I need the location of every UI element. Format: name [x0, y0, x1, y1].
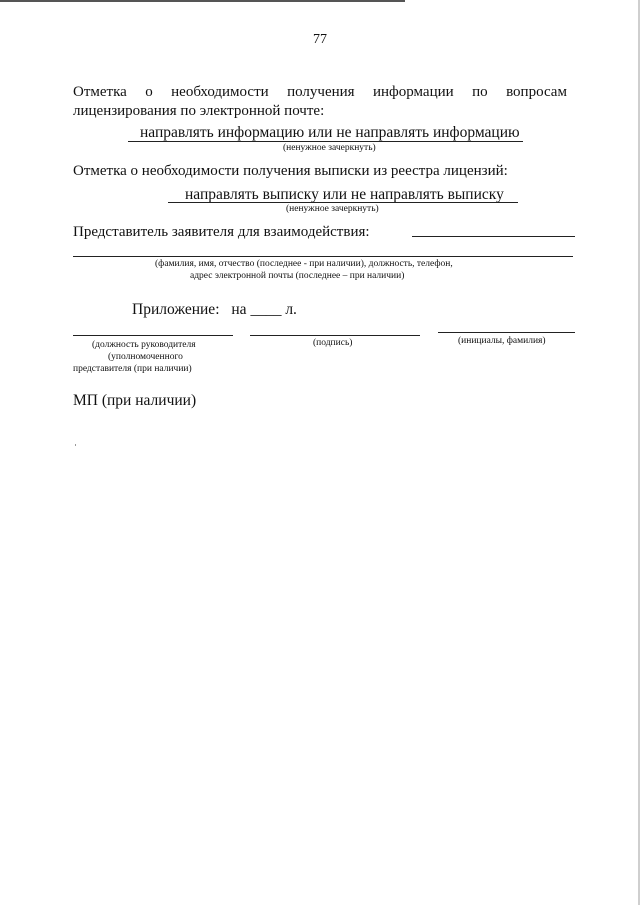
attachment-line: [132, 301, 297, 319]
top-edge-line: [0, 0, 405, 2]
attachment-suffix: л.: [285, 301, 297, 318]
scan-speck: [75, 444, 76, 446]
signature-line-position: [73, 335, 233, 336]
representative-blank-1: [412, 236, 575, 237]
signature-col1-line1: (должность руководителя: [92, 340, 196, 350]
signature-col2: (подпись): [313, 338, 353, 348]
attachment-on: на: [231, 301, 247, 318]
signature-col1-line2: (уполномоченного: [108, 352, 183, 362]
stamp-label: МП (при наличии): [73, 392, 197, 409]
attachment-blank: ____: [250, 301, 282, 318]
s1-word: необходимости: [171, 84, 269, 100]
s1-word: информации: [373, 84, 454, 100]
section1-choice: направлять информацию или не направлять информацию: [140, 124, 520, 141]
section2-choice: направлять выписку или не направлять выписку: [185, 186, 504, 203]
section2-choice-underline: [168, 202, 518, 203]
s1-word: о: [145, 84, 153, 100]
page-number: 77: [313, 32, 327, 47]
section2-hint: (ненужное зачеркнуть): [286, 204, 379, 214]
section1-line1: [73, 84, 567, 101]
signature-col1-line3: представителя (при наличии): [73, 364, 192, 374]
section1-line2: лицензирования по электронной почте:: [73, 103, 325, 119]
s1-word: вопросам: [506, 84, 567, 100]
signature-line-sign: [250, 335, 420, 336]
signature-line-name: [438, 332, 575, 333]
section3-line1: Представитель заявителя для взаимодействия:: [73, 224, 370, 240]
s1-word: Отметка: [73, 84, 127, 100]
s1-word: по: [472, 84, 488, 100]
section1-hint: (ненужное зачеркнуть): [283, 143, 376, 153]
section3-hint2: адрес электронной почты (последнее – при наличии): [190, 271, 405, 281]
section3-hint1: (фамилия, имя, отчество (последнее - при наличии), должность, телефон,: [155, 259, 453, 269]
section1-choice-underline: [128, 141, 523, 142]
section2-line1: Отметка о необходимости получения выписки из реестра лицензий:: [73, 163, 508, 179]
attachment-label: Приложение:: [132, 301, 220, 318]
s1-word: получения: [287, 84, 355, 100]
representative-blank-2: [73, 256, 573, 257]
signature-col3: (инициалы, фамилия): [458, 336, 546, 346]
